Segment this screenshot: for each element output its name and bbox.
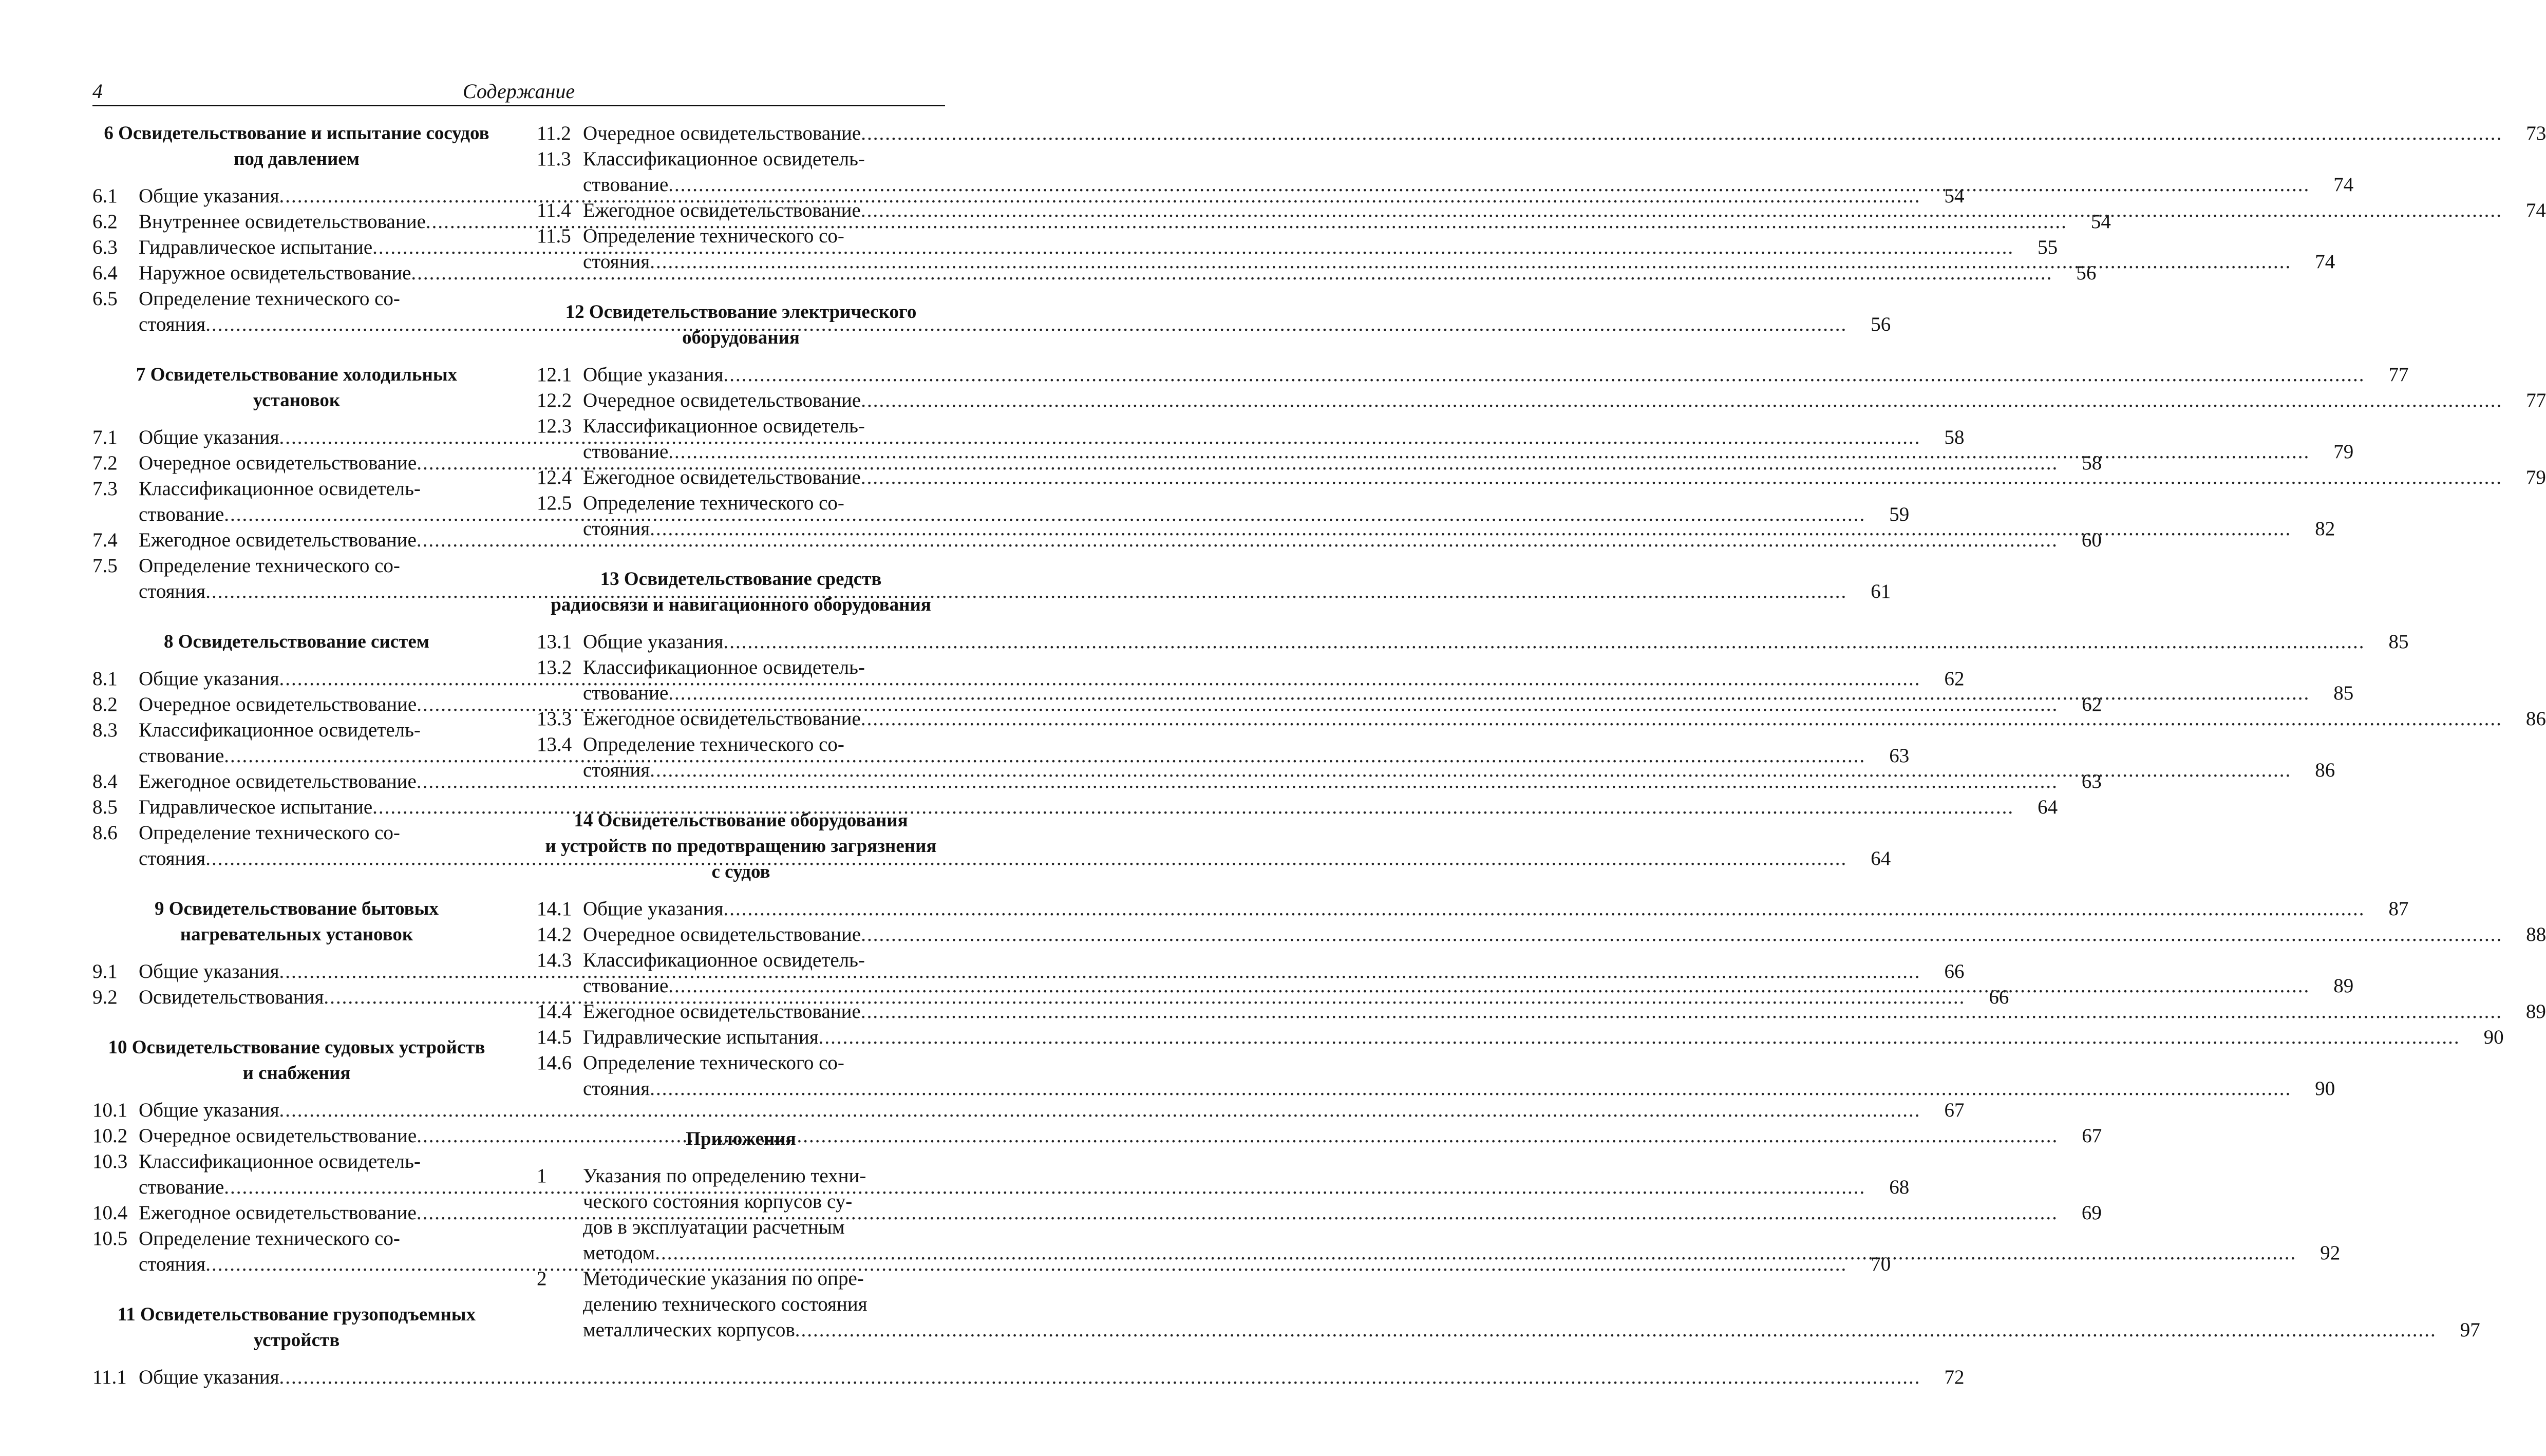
entry-title: стояния	[139, 580, 206, 602]
entry-body	[583, 1266, 2480, 1343]
entry-title: металлических корпусов	[583, 1319, 795, 1341]
entry-body	[139, 1365, 1965, 1390]
entry-title: ствование	[139, 1176, 224, 1198]
entry-title-line: Определение технического со-	[583, 733, 844, 755]
toc-entry[interactable]	[92, 795, 2058, 820]
dot-leader	[861, 121, 2502, 146]
entry-page-number: 58	[2082, 452, 2102, 474]
entry-number: 8.6	[92, 822, 118, 844]
dot-leader	[205, 846, 1847, 872]
section-title-line: и снабжения	[242, 1063, 351, 1084]
entry-number: 12.2	[537, 389, 572, 411]
entry-page-number: 86	[2315, 759, 2335, 781]
entry-number: 8.1	[92, 668, 118, 690]
entry-page-number: 79	[2525, 466, 2546, 488]
entry-page-number: 85	[2388, 631, 2409, 653]
entry-page-number: 97	[2460, 1319, 2480, 1341]
section-title	[92, 121, 501, 172]
entry-title: Ежегодное освидетельствование	[583, 199, 861, 221]
section-title	[537, 299, 945, 351]
entry-last-line	[583, 629, 2409, 655]
entry-last-line	[583, 999, 2546, 1025]
entry-page-number: 82	[2315, 518, 2335, 540]
entry-page-number: 88	[2526, 923, 2546, 946]
toc-entry[interactable]	[92, 692, 2102, 717]
entry-number: 13.1	[537, 631, 572, 653]
entry-page-number: 62	[2082, 693, 2102, 715]
dot-leader	[861, 465, 2502, 490]
entry-page-number: 90	[2315, 1077, 2335, 1100]
entry-last-line	[583, 249, 2335, 275]
entry-number: 11.1	[92, 1366, 127, 1388]
entry-last-line	[583, 362, 2409, 388]
entry-number: 14.1	[537, 898, 572, 920]
entry-title: стояния	[583, 1077, 650, 1100]
entry-number: 11.5	[537, 225, 571, 247]
dot-leader	[795, 1317, 2437, 1343]
entry-title-line: Определение технического со-	[583, 1052, 844, 1074]
entry-page-number: 89	[2525, 1000, 2546, 1023]
section-title-line: 12 Освидетельствование электрического	[565, 301, 917, 323]
toc-entry[interactable]	[537, 629, 2409, 655]
entry-page-number: 74	[2525, 199, 2546, 221]
entry-number: 13.4	[537, 733, 572, 755]
entry-last-line	[139, 1123, 2102, 1149]
dot-leader	[650, 249, 2291, 275]
entry-title: Ежегодное освидетельствование	[583, 466, 861, 488]
running-title: Содержание	[462, 80, 575, 103]
entry-title-line: Определение технического со-	[583, 225, 844, 247]
section-title-line: устройств	[253, 1330, 340, 1351]
entry-title-line: Классификационное освидетель-	[583, 949, 865, 971]
entry-title: Общие указания	[139, 668, 279, 690]
entry-number: 14.5	[537, 1026, 572, 1048]
entry-title-line: Определение технического со-	[139, 288, 400, 310]
section-title	[92, 1035, 501, 1086]
entry-body	[583, 465, 2546, 490]
entry-body	[583, 223, 2335, 275]
entry-title: Очередное освидетельствование	[139, 693, 417, 715]
entry-body	[583, 896, 2409, 922]
entry-number: 14.4	[537, 1000, 572, 1023]
entry-page-number: 73	[2526, 122, 2546, 144]
entry-title-line: ческого состояния корпусов су-	[583, 1190, 853, 1213]
entry-body	[583, 732, 2335, 783]
entry-number: 7.3	[92, 478, 118, 500]
entry-title: Общие указания	[583, 898, 724, 920]
entry-title: Наружное освидетельствование	[139, 262, 411, 284]
section-title-line: 8 Освидетельствование систем	[164, 631, 429, 652]
entry-number: 9.1	[92, 960, 118, 982]
entry-body	[139, 820, 1891, 872]
entry-page-number: 74	[2333, 174, 2354, 196]
dot-leader	[650, 516, 2291, 542]
toc-entry[interactable]	[537, 362, 2409, 388]
toc-entry[interactable]	[537, 706, 2546, 732]
entry-page-number: 61	[1871, 580, 1891, 602]
entry-body	[583, 629, 2409, 655]
entry-title: Очередное освидетельствование	[139, 1125, 417, 1147]
entry-page-number: 69	[2081, 1202, 2102, 1224]
entry-page-number: 85	[2333, 682, 2354, 704]
entry-title: Освидетельствования	[139, 986, 324, 1008]
dot-leader	[724, 896, 2365, 922]
entry-title-line: Определение технического со-	[583, 492, 844, 514]
entry-title-line: Определение технического со-	[139, 555, 400, 577]
entry-page-number: 86	[2525, 708, 2546, 730]
toc-entry[interactable]	[92, 450, 2102, 476]
entry-title: ствование	[583, 174, 669, 196]
entry-last-line	[139, 312, 1891, 337]
entry-last-line	[583, 516, 2335, 542]
section-title	[537, 808, 945, 885]
entry-number: 7.4	[92, 529, 118, 551]
section-title	[92, 629, 501, 655]
entry-last-line	[583, 198, 2546, 223]
dot-leader	[819, 1025, 2460, 1050]
entry-last-line	[583, 172, 2353, 198]
entry-number: 10.5	[92, 1227, 128, 1250]
entry-title: Очередное освидетельствование	[583, 122, 861, 144]
entry-number: 8.2	[92, 693, 118, 715]
entry-number: 11.2	[537, 122, 571, 144]
section-title-line: и устройств по предотвращению загрязнения	[545, 836, 937, 857]
toc-entry[interactable]	[92, 1365, 1965, 1390]
entry-number: 13.2	[537, 656, 572, 678]
entry-body	[583, 655, 2353, 706]
entry-title: стояния	[583, 251, 650, 273]
entry-last-line	[583, 1076, 2335, 1102]
entry-page-number: 70	[1871, 1253, 1891, 1275]
entry-last-line	[583, 896, 2409, 922]
entry-title: стояния	[583, 759, 650, 781]
entry-last-line	[583, 680, 2353, 706]
entry-title: стояния	[139, 1253, 206, 1275]
entry-number: 7.5	[92, 555, 118, 577]
section-title-line: Приложения	[686, 1128, 796, 1149]
entry-title: Общие указания	[139, 1366, 279, 1388]
entry-page-number: 54	[2090, 211, 2111, 233]
entry-title-line: Классификационное освидетель-	[583, 148, 865, 170]
section-title-line: 13 Освидетельствование средств	[600, 569, 882, 590]
entry-title: Гидравлические испытания	[583, 1026, 819, 1048]
entry-last-line	[139, 846, 1891, 872]
dot-leader	[650, 1076, 2291, 1102]
dot-leader	[279, 1365, 1921, 1390]
entry-number: 12.4	[537, 466, 572, 488]
entry-last-line	[583, 1240, 2340, 1266]
entry-number: 6.3	[92, 236, 118, 258]
entry-title-line: дов в эксплуатации расчетным	[583, 1216, 845, 1238]
entry-body	[139, 795, 2058, 820]
entry-number: 10.4	[92, 1202, 128, 1224]
entry-title-line: делению технического состояния	[583, 1293, 867, 1315]
entry-number: 2	[537, 1268, 547, 1290]
section-title-line: 11 Освидетельствование грузоподъемных	[117, 1304, 476, 1325]
entry-title: Общие указания	[583, 364, 724, 386]
entry-body	[139, 553, 1891, 604]
toc-entry[interactable]	[537, 121, 2546, 146]
entry-number: 6.2	[92, 211, 118, 233]
entry-number: 11.4	[537, 199, 571, 221]
toc-entry[interactable]	[537, 465, 2546, 490]
page-number: 4	[92, 80, 103, 103]
entry-body	[583, 388, 2546, 413]
entry-title: стояния	[583, 518, 650, 540]
entry-page-number: 72	[1944, 1366, 1965, 1388]
dot-leader	[205, 579, 1847, 604]
entry-page-number: 74	[2315, 251, 2335, 273]
entry-last-line	[583, 758, 2335, 783]
entry-body	[583, 706, 2546, 732]
entry-number: 12.5	[537, 492, 572, 514]
entry-title: Ежегодное освидетельствование	[583, 708, 861, 730]
entry-title: Ежегодное освидетельствование	[139, 770, 417, 792]
entry-body	[583, 490, 2335, 542]
section-title	[92, 1302, 501, 1353]
toc-entry[interactable]	[537, 1050, 2335, 1102]
entry-page-number: 55	[2038, 236, 2058, 258]
entry-page-number: 60	[2081, 529, 2102, 551]
section-title	[92, 362, 501, 413]
entry-title: Общие указания	[139, 960, 279, 982]
entry-page-number: 58	[1944, 426, 1965, 448]
entry-last-line	[583, 1025, 2504, 1050]
entry-title: Общие указания	[139, 1099, 279, 1121]
toc-entry[interactable]	[92, 1098, 1965, 1123]
entry-page-number: 66	[1944, 960, 1965, 982]
toc-entry[interactable]	[537, 1025, 2504, 1050]
entry-page-number: 67	[2082, 1125, 2102, 1147]
entry-page-number: 56	[2076, 262, 2097, 284]
entry-number: 11.3	[537, 148, 571, 170]
entry-page-number: 79	[2333, 441, 2354, 463]
entry-last-line	[583, 922, 2546, 948]
entry-number: 14.2	[537, 923, 572, 946]
entry-last-line	[583, 388, 2546, 413]
dot-leader	[668, 680, 2310, 706]
entry-title-line: Определение технического со-	[139, 822, 400, 844]
entry-last-line	[139, 579, 1891, 604]
section-title-line: 9 Освидетельствование бытовых	[154, 898, 439, 919]
section-title-line: 10 Освидетельствование судовых устройств	[108, 1037, 485, 1058]
entry-last-line	[583, 439, 2353, 465]
section-title-line: с судов	[711, 861, 770, 882]
entry-title-line: Классификационное освидетель-	[139, 1150, 421, 1173]
entry-title: ствование	[139, 503, 224, 525]
entry-number: 6.5	[92, 288, 118, 310]
entry-body	[583, 1025, 2504, 1050]
toc-entry[interactable]	[537, 922, 2546, 948]
entry-body	[583, 413, 2353, 465]
entry-body	[583, 922, 2546, 948]
entry-title: ствование	[583, 441, 669, 463]
entry-page-number: 90	[2483, 1026, 2504, 1048]
entry-page-number: 59	[1889, 503, 1910, 525]
entry-title: Гидравлическое испытание	[139, 236, 373, 258]
entry-title-line: Методические указания по опре-	[583, 1268, 864, 1290]
entry-number: 14.3	[537, 949, 572, 971]
entry-number: 6.1	[92, 185, 118, 207]
dot-leader	[861, 706, 2502, 732]
running-header	[92, 76, 945, 106]
entry-page-number: 67	[1944, 1099, 1965, 1121]
dot-leader	[724, 629, 2365, 655]
entry-page-number: 62	[1944, 668, 1965, 690]
section-title-line: нагревательных установок	[180, 924, 413, 945]
entry-title: Общие указания	[139, 185, 279, 207]
entry-number: 6.4	[92, 262, 118, 284]
section-title-line: оборудования	[682, 327, 800, 348]
entry-title: Очередное освидетельствование	[139, 452, 417, 474]
entry-page-number: 92	[2320, 1242, 2341, 1264]
entry-last-line	[583, 706, 2546, 732]
entry-page-number: 63	[2081, 770, 2102, 792]
entry-last-line	[583, 121, 2546, 146]
entry-number: 10.1	[92, 1099, 128, 1121]
entry-number: 9.2	[92, 986, 118, 1008]
dot-leader	[205, 312, 1847, 337]
dot-leader	[668, 439, 2310, 465]
dot-leader	[650, 758, 2291, 783]
entry-number: 12.3	[537, 415, 572, 437]
toc-entry[interactable]	[537, 896, 2409, 922]
dot-leader	[861, 198, 2502, 223]
entry-page-number: 54	[1944, 185, 1965, 207]
entry-title: ствование	[583, 975, 669, 997]
entry-title-line: Указания по определению техни-	[583, 1165, 866, 1187]
section-title-line: под давлением	[234, 148, 360, 169]
entry-last-line	[583, 973, 2353, 999]
entry-title-line: Классификационное освидетель-	[583, 415, 865, 437]
entry-body	[139, 1123, 2102, 1149]
entry-body	[583, 121, 2546, 146]
entry-number: 12.1	[537, 364, 572, 386]
entry-number: 7.2	[92, 452, 118, 474]
section-title-line: 7 Освидетельствование холодильных	[136, 364, 458, 385]
entry-page-number: 77	[2388, 364, 2409, 386]
entry-page-number: 56	[1871, 313, 1891, 335]
entry-body	[583, 198, 2546, 223]
toc-entry[interactable]	[537, 388, 2546, 413]
entry-body	[583, 999, 2546, 1025]
entry-page-number: 64	[2038, 796, 2058, 818]
entry-title-line: Классификационное освидетель-	[139, 478, 421, 500]
entry-number: 10.2	[92, 1125, 128, 1147]
section-title-line: радиосвязи и навигационного оборудования	[551, 594, 931, 615]
section-title-line: 14 Освидетельствование оборудования	[574, 810, 908, 831]
entry-number: 13.3	[537, 708, 572, 730]
entry-last-line	[139, 1365, 1965, 1390]
entry-number: 8.3	[92, 719, 118, 741]
entry-body	[583, 1050, 2335, 1102]
entry-page-number: 63	[1889, 745, 1910, 767]
entry-title: стояния	[139, 847, 206, 869]
entry-title: Ежегодное освидетельствование	[139, 529, 417, 551]
entry-title: Ежегодное освидетельствование	[583, 1000, 861, 1023]
entry-title: Очередное освидетельствование	[583, 389, 861, 411]
section-title-line: 6 Освидетельствование и испытание сосудов	[104, 123, 489, 144]
entry-page-number: 68	[1889, 1176, 1910, 1198]
dot-leader	[668, 973, 2310, 999]
dot-leader	[724, 362, 2365, 388]
section-title	[92, 896, 501, 948]
entry-title-line: Определение технического со-	[139, 1227, 400, 1250]
dot-leader	[861, 388, 2502, 413]
entry-last-line	[139, 795, 2058, 820]
dot-leader	[861, 922, 2502, 948]
entry-page-number: 77	[2526, 389, 2546, 411]
entry-body	[139, 286, 1891, 337]
entry-title: Очередное освидетельствование	[583, 923, 861, 946]
entry-number: 8.5	[92, 796, 118, 818]
entry-title: ствование	[583, 682, 669, 704]
entry-last-line	[583, 465, 2546, 490]
entry-number: 14.6	[537, 1052, 572, 1074]
entry-number: 8.4	[92, 770, 118, 792]
entry-body	[583, 1163, 2340, 1266]
entry-title: ствование	[139, 745, 224, 767]
entry-number: 1	[537, 1165, 547, 1187]
dot-leader	[655, 1240, 2296, 1266]
entry-title: методом	[583, 1242, 655, 1264]
entry-page-number: 64	[1871, 847, 1891, 869]
entry-page-number: 87	[2388, 898, 2409, 920]
entry-body	[583, 948, 2353, 999]
toc-entry[interactable]	[537, 1266, 2480, 1343]
entry-page-number: 66	[1989, 986, 2009, 1008]
entry-title: Общие указания	[583, 631, 724, 653]
entry-title-line: Классификационное освидетель-	[139, 719, 421, 741]
entry-title: Ежегодное освидетельствование	[139, 1202, 417, 1224]
section-title-line: установок	[253, 390, 341, 411]
entry-page-number: 89	[2333, 975, 2354, 997]
dot-leader	[668, 172, 2310, 198]
entry-title: Общие указания	[139, 426, 279, 448]
entry-body	[583, 362, 2409, 388]
entry-number: 10.3	[92, 1150, 128, 1173]
section-title	[537, 566, 945, 618]
entry-body	[583, 146, 2353, 198]
entry-title: Внутреннее освидетельствование	[139, 211, 426, 233]
entry-title-line: Классификационное освидетель-	[583, 656, 865, 678]
entry-number: 7.1	[92, 426, 118, 448]
entry-last-line	[583, 1317, 2480, 1343]
section-title	[537, 1126, 945, 1152]
dot-leader	[861, 999, 2502, 1025]
entry-title: Гидравлическое испытание	[139, 796, 373, 818]
toc-entry[interactable]	[537, 999, 2546, 1025]
entry-title: стояния	[139, 313, 206, 335]
